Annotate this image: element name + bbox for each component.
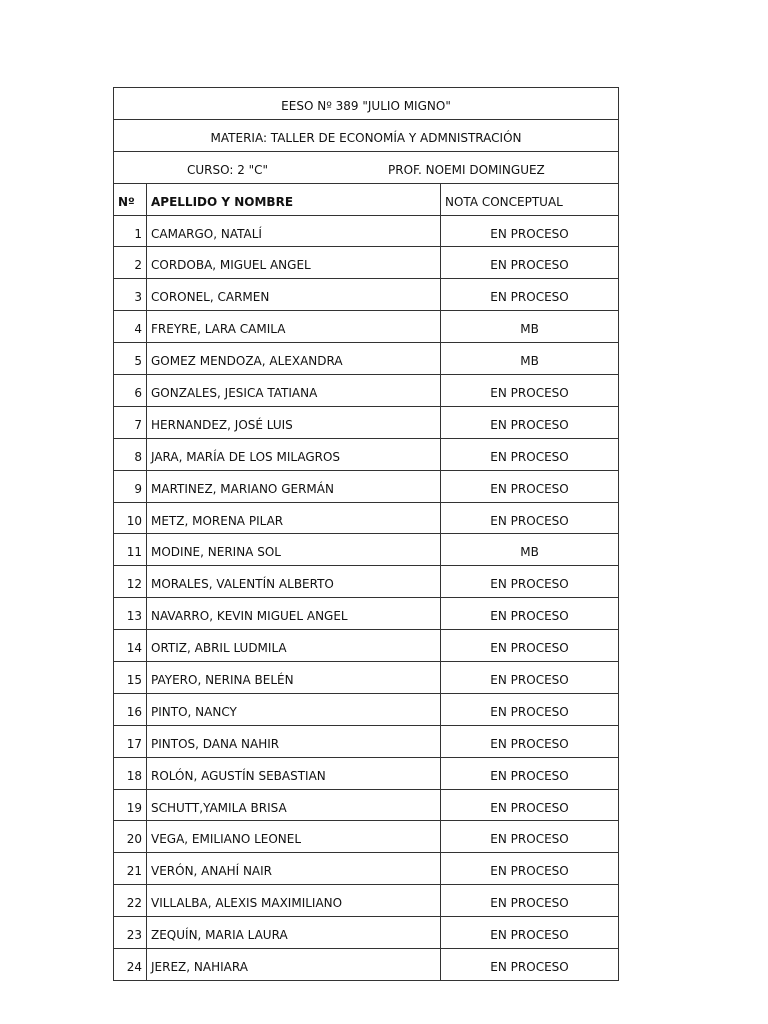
student-name: CORONEL, CARMEN — [147, 279, 441, 311]
table-row — [114, 821, 619, 853]
table-row — [114, 406, 619, 438]
table-row — [114, 789, 619, 821]
student-name: MARTINEZ, MARIANO GERMÁN — [147, 470, 441, 502]
row-number: 8 — [114, 438, 147, 470]
grade-value: EN PROCESO — [441, 789, 619, 821]
grade-value: EN PROCESO — [441, 853, 619, 885]
row-number: 3 — [114, 279, 147, 311]
grade-value: EN PROCESO — [441, 725, 619, 757]
grade-value: EN PROCESO — [441, 757, 619, 789]
grade-value: EN PROCESO — [441, 821, 619, 853]
row-number: 2 — [114, 247, 147, 279]
grades-table — [113, 87, 619, 981]
student-name: JARA, MARÍA DE LOS MILAGROS — [147, 438, 441, 470]
table-row — [114, 598, 619, 630]
student-name: FREYRE, LARA CAMILA — [147, 311, 441, 343]
row-number: 24 — [114, 949, 147, 981]
table-row — [114, 215, 619, 247]
table-row — [114, 853, 619, 885]
grade-value: EN PROCESO — [441, 470, 619, 502]
student-name: VEGA, EMILIANO LEONEL — [147, 821, 441, 853]
grade-value: EN PROCESO — [441, 406, 619, 438]
grade-value: MB — [441, 343, 619, 375]
table-row — [114, 375, 619, 407]
table-row — [114, 247, 619, 279]
school-title: EESO Nº 389 "JULIO MIGNO" — [114, 88, 619, 120]
table-row — [114, 662, 619, 694]
student-name: MORALES, VALENTÍN ALBERTO — [147, 566, 441, 598]
student-name: MODINE, NERINA SOL — [147, 534, 441, 566]
table-row — [114, 949, 619, 981]
table-row — [114, 502, 619, 534]
row-number: 7 — [114, 406, 147, 438]
student-name: ORTIZ, ABRIL LUDMILA — [147, 630, 441, 662]
row-number: 9 — [114, 470, 147, 502]
table-row — [114, 630, 619, 662]
course-cell — [114, 151, 619, 183]
table-row — [114, 885, 619, 917]
column-header-name: APELLIDO Y NOMBRE — [147, 183, 441, 215]
grade-value: EN PROCESO — [441, 215, 619, 247]
table-row — [114, 279, 619, 311]
row-number: 6 — [114, 375, 147, 407]
row-number: 5 — [114, 343, 147, 375]
subject-title: MATERIA: TALLER DE ECONOMÍA Y ADMNISTRACIÓN — [114, 119, 619, 151]
subject-row — [114, 119, 619, 151]
grade-value: EN PROCESO — [441, 630, 619, 662]
row-number: 16 — [114, 693, 147, 725]
course-label: CURSO: 2 "C" — [187, 162, 269, 177]
student-name: PINTOS, DANA NAHIR — [147, 725, 441, 757]
table-row — [114, 343, 619, 375]
row-number: 18 — [114, 757, 147, 789]
row-number: 4 — [114, 311, 147, 343]
grade-value: EN PROCESO — [441, 438, 619, 470]
teacher-label: PROF. NOEMI DOMINGUEZ — [388, 162, 545, 177]
table-row — [114, 693, 619, 725]
row-number: 23 — [114, 917, 147, 949]
student-name: GOMEZ MENDOZA, ALEXANDRA — [147, 343, 441, 375]
grade-value: EN PROCESO — [441, 375, 619, 407]
school-row — [114, 88, 619, 120]
row-number: 12 — [114, 566, 147, 598]
table-row — [114, 438, 619, 470]
table-row — [114, 917, 619, 949]
row-number: 22 — [114, 885, 147, 917]
student-name: VILLALBA, ALEXIS MAXIMILIANO — [147, 885, 441, 917]
row-number: 1 — [114, 215, 147, 247]
student-name: HERNANDEZ, JOSÉ LUIS — [147, 406, 441, 438]
row-number: 11 — [114, 534, 147, 566]
grade-value: EN PROCESO — [441, 566, 619, 598]
student-name: VERÓN, ANAHÍ NAIR — [147, 853, 441, 885]
column-header-row — [114, 183, 619, 215]
row-number: 20 — [114, 821, 147, 853]
column-header-num: Nº — [114, 183, 147, 215]
student-name: SCHUTT,YAMILA BRISA — [147, 789, 441, 821]
row-number: 13 — [114, 598, 147, 630]
course-row — [114, 151, 619, 183]
row-number: 19 — [114, 789, 147, 821]
table-row — [114, 566, 619, 598]
student-name: ROLÓN, AGUSTÍN SEBASTIAN — [147, 757, 441, 789]
grade-value: EN PROCESO — [441, 917, 619, 949]
table-row — [114, 725, 619, 757]
table-row — [114, 534, 619, 566]
student-name: ZEQUÍN, MARIA LAURA — [147, 917, 441, 949]
student-name: PINTO, NANCY — [147, 693, 441, 725]
row-number: 10 — [114, 502, 147, 534]
student-name: PAYERO, NERINA BELÉN — [147, 662, 441, 694]
row-number: 21 — [114, 853, 147, 885]
grade-value: MB — [441, 534, 619, 566]
table-row — [114, 757, 619, 789]
table-row — [114, 470, 619, 502]
row-number: 14 — [114, 630, 147, 662]
row-number: 17 — [114, 725, 147, 757]
grade-value: MB — [441, 311, 619, 343]
grade-value: EN PROCESO — [441, 693, 619, 725]
student-name: GONZALES, JESICA TATIANA — [147, 375, 441, 407]
grade-value: EN PROCESO — [441, 949, 619, 981]
student-name: METZ, MORENA PILAR — [147, 502, 441, 534]
grade-value: EN PROCESO — [441, 279, 619, 311]
grade-value: EN PROCESO — [441, 247, 619, 279]
table-row — [114, 311, 619, 343]
grade-value: EN PROCESO — [441, 885, 619, 917]
grade-value: EN PROCESO — [441, 502, 619, 534]
student-name: CAMARGO, NATALÍ — [147, 215, 441, 247]
student-name: JEREZ, NAHIARA — [147, 949, 441, 981]
row-number: 15 — [114, 662, 147, 694]
student-name: CORDOBA, MIGUEL ANGEL — [147, 247, 441, 279]
grade-value: EN PROCESO — [441, 662, 619, 694]
student-name: NAVARRO, KEVIN MIGUEL ANGEL — [147, 598, 441, 630]
column-header-grade: NOTA CONCEPTUAL — [441, 183, 619, 215]
grade-value: EN PROCESO — [441, 598, 619, 630]
